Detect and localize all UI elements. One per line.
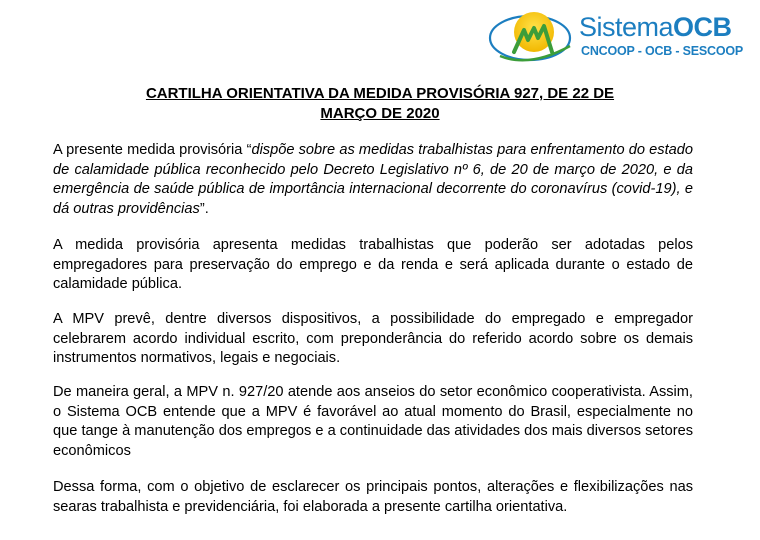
logo-name: SistemaOCB <box>579 12 732 42</box>
title-line-2: MARÇO DE 2020 <box>320 105 440 122</box>
decree-quote: dispõe sobre as medidas trabalhistas para enfrentamento do estado de calamidade pública reconhecido pelo Decreto Legislativo nº 6, de 20 de março de 2020, e da emergência de saúde pública de importância internacional decorrente do coronavírus (covid-19), e dá outras providências <box>53 142 693 218</box>
paragraph-purpose: Dessa forma, com o objetivo de esclarecer os principais pontos, alterações e flexibilizações nas searas trabalhista e previdenciária, foi elaborada a presente cartilha orientativa. <box>53 479 693 515</box>
paragraph-general-assessment: De maneira geral, a MPV n. 927/20 atende aos anseios do setor econômico cooperativista. Assim, o Sistema OCB entende que a MPV é favorável ao atual momento do Brasil, especialmente no que tange à manutenção dos empregos e a continuidade das atividades dos mais diversos setores econômicos <box>53 384 693 460</box>
sistema-ocb-logo <box>488 6 748 66</box>
ocb-sun-cooperative-icon <box>488 6 578 66</box>
title-line-1: CARTILHA ORIENTATIVA DA MEDIDA PROVISÓRIA 927, DE 22 DE <box>145 85 615 102</box>
document-title <box>60 84 700 124</box>
paragraph-individual-agreement: A MPV prevê, dentre diversos dispositivos, a possibilidade do empregado e empregador celebrarem acordo individual escrito, com preponderância do referido acordo sobre os demais instrumentos normativos, legais e negociais. <box>53 311 693 367</box>
logo-subtitle: CNCOOP - OCB - SESCOOP <box>581 44 744 58</box>
paragraph-measures: A medida provisória apresenta medidas trabalhistas que poderão ser adotadas pelos empregadores para preservação do emprego e da renda e será aplicada durante o estado de calamidade pública. <box>53 237 693 293</box>
paragraph-intro: A presente medida provisória “dispõe sobre as medidas trabalhistas para enfrentamento do estado de calamidade pública reconhecido pelo Decreto Legislativo nº 6, de 20 de março de 2020, e da emergência de saúde pública de importância internacional decorrente do coronavírus (covid-19), e dá outras providências”. <box>53 142 693 218</box>
